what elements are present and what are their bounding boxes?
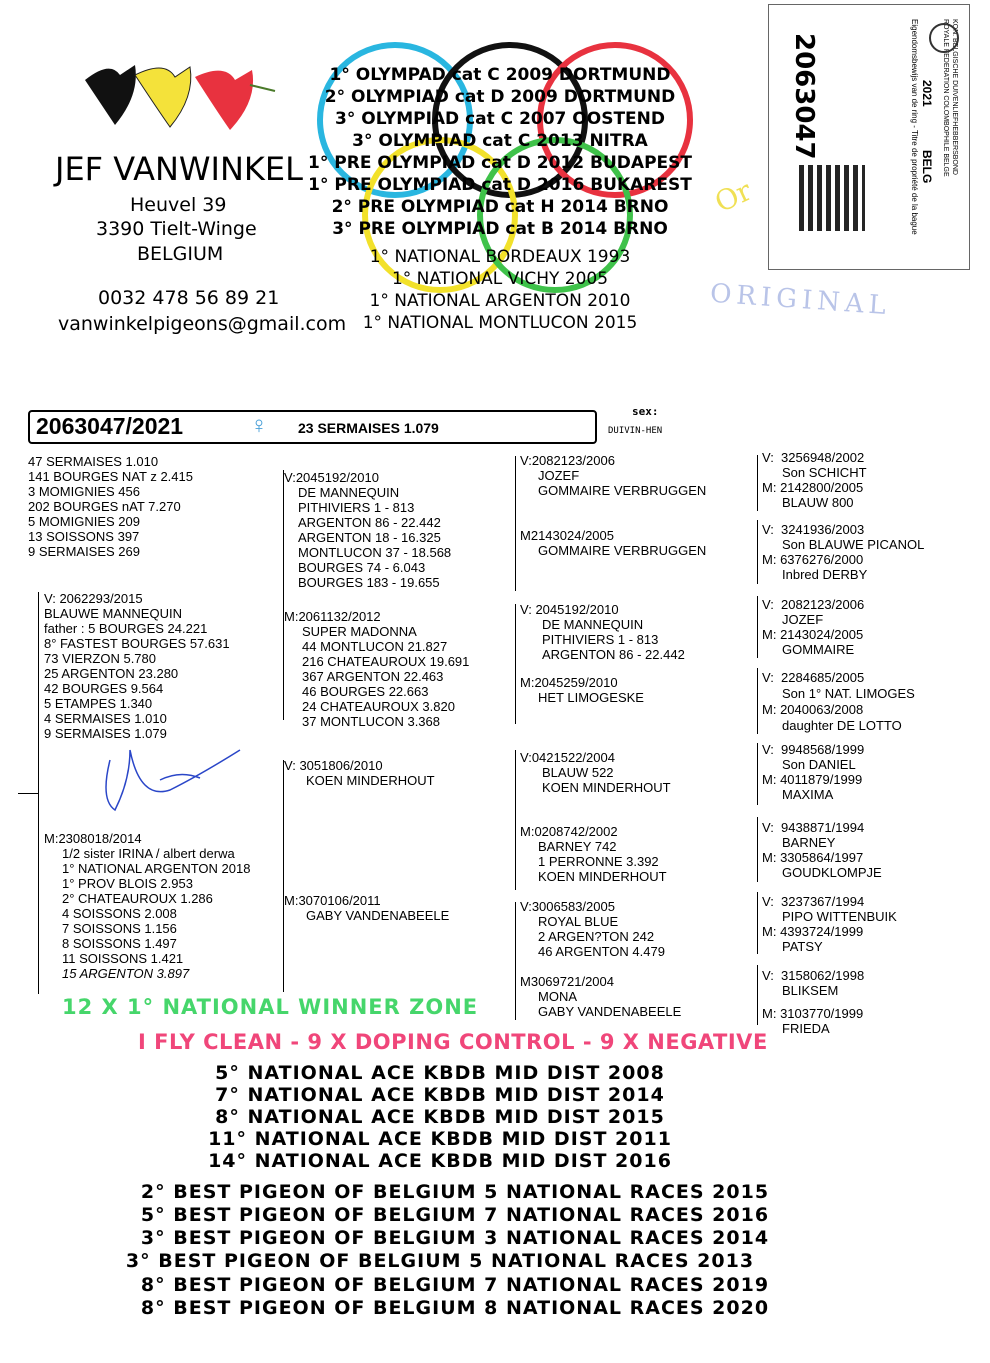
title-line: 3° OLYMPIAD cat C 2007 OOSTEND <box>335 109 665 129</box>
dam-ring: 2308018/2014 <box>58 831 142 846</box>
sire-line: 8° FASTEST BOURGES 57.631 <box>44 636 230 651</box>
ace-result: 5° NATIONAL ACE KBDB MID DIST 2008 <box>215 1062 665 1084</box>
best-pigeon-result: 8° BEST PIGEON OF BELGIUM 7 NATIONAL RACES 2019 <box>140 1274 770 1296</box>
bracket-gen4 <box>757 596 758 658</box>
dam-label: M: <box>44 831 59 846</box>
ggp-5: V:0421522/2004 BLAUW 522 KOEN MINDERHOUT <box>520 750 671 795</box>
title-line: 1° NATIONAL VICHY 2005 <box>391 269 609 289</box>
yellow-dove-icon <box>135 67 191 127</box>
gen4-pair-3: V: 2082123/2006 JOZEF M: 2143024/2005 GOMMAIRE <box>762 597 865 657</box>
sire-line: 42 BOURGES 9.564 <box>44 681 164 696</box>
federation-text: KON. BELGISCHE DUIVENLIEFHEBBERSBOND ROYALE FEDERATION COLOMBOPHILE BELGE <box>942 19 958 177</box>
bracket-gen3 <box>515 750 516 890</box>
dam-line: 2° CHATEAUROUX 1.286 <box>62 891 213 906</box>
sire-line: 9 SERMAISES 1.079 <box>44 726 167 741</box>
olive-branch-icon <box>250 85 275 91</box>
grandparent-4: M:3070106/2011 GABY VANDENABEELE <box>284 893 450 923</box>
ggp-3: V: 2045192/2010 DE MANNEQUIN PITHIVIERS 1 - 813 ARGENTON 86 - 22.442 <box>520 602 685 662</box>
title-line: 1° NATIONAL ARGENTON 2010 <box>369 291 631 311</box>
ring-country: BELG <box>920 150 934 184</box>
dam-line: 8 SOISSONS 1.497 <box>62 936 177 951</box>
ggp-4: M:2045259/2010 HET LIMOGESKE <box>520 675 644 705</box>
gen4-pair-1: V: 3256948/2002 Son SCHICHT M: 2142800/2005 BLAUW 800 <box>762 450 867 510</box>
best-pigeon-result: 8° BEST PIGEON OF BELGIUM 8 NATIONAL RACES 2020 <box>140 1297 770 1319</box>
gen4-pair-8: V: 3158062/1998 BLIKSEM M: 3103770/1999 FRIEDA <box>762 968 865 1036</box>
ggp-1: V:2082123/2006 JOZEF GOMMAIRE VERBRUGGEN <box>520 453 707 498</box>
bracket-tick <box>18 793 38 794</box>
ring-year: 2021 <box>920 80 934 107</box>
title-line: 1° OLYMPAD cat C 2009 DORTMUND <box>329 65 671 85</box>
breeder-street: Heuvel 39 <box>130 194 227 216</box>
sire-line: 25 ARGENTON 23.280 <box>44 666 179 681</box>
pigeon-results <box>28 454 193 559</box>
gen4-pair-2: V: 3241936/2003 Son BLAUWE PICANOL M: 6376276/2000 Inbred DERBY <box>762 522 925 582</box>
ggp-8: M3069721/2004 MONA GABY VANDENABEELE <box>520 974 682 1019</box>
sire-block <box>44 591 230 741</box>
bracket-gen4 <box>757 817 758 882</box>
bracket-gen4 <box>757 892 758 954</box>
grandparent-3: V: 3051806/2010 KOEN MINDERHOUT <box>284 758 435 788</box>
sire-line: BLAUWE MANNEQUIN <box>44 606 182 621</box>
bracket-gen4 <box>757 668 758 734</box>
ace-result: 7° NATIONAL ACE KBDB MID DIST 2014 <box>215 1084 665 1106</box>
grandparent-2: M:2061132/2012 SUPER MADONNA 44 MONTLUCON 21.827 216 CHATEAUROUX 19.691 367 ARGENTON 22.463 46 BOURGES 22.663 24 CHATEAUROUX 3.820 37 MONTLUCON 3.368 <box>284 609 470 729</box>
ring-caption: Eigendomsbewijs van de ring - Titre de propriété de la bague <box>910 19 919 235</box>
title-line: 1° PRE OLYMPIAD cat D 2016 BUKAREST <box>308 175 692 195</box>
bracket-gen4 <box>757 455 758 511</box>
signature <box>70 740 260 830</box>
ace-result: 8° NATIONAL ACE KBDB MID DIST 2015 <box>215 1106 665 1128</box>
bracket-gen4 <box>757 520 758 584</box>
result-line: 202 BOURGES nAT 7.270 <box>28 499 181 514</box>
sire-line: 5 ETAMPES 1.340 <box>44 696 153 711</box>
sire-line: 4 SERMAISES 1.010 <box>44 711 167 726</box>
gen4-pair-4: V: 2284685/2005 Son 1° NAT. LIMOGES M: 2040063/2008 daughter DE LOTTO <box>762 670 915 733</box>
dam-line: 7 SOISSONS 1.156 <box>62 921 177 936</box>
dam-line: 1° PROV BLOIS 2.953 <box>62 876 193 891</box>
result-line: 13 SOISSONS 397 <box>28 529 140 544</box>
title-line: 1° PRE OLYMPIAD cat D 2012 BUDAPEST <box>308 153 692 173</box>
dam-line: 15 ARGENTON 3.897 <box>62 966 190 981</box>
sire-ring: 2062293/2015 <box>59 591 143 606</box>
pigeon-ring: 2063047/2021 <box>36 413 184 439</box>
black-dove-icon <box>85 65 136 125</box>
breeder-email: vanwinkelpigeons@gmail.com <box>58 313 347 335</box>
sex-label: sex: <box>632 405 659 418</box>
bracket-gen3 <box>515 604 516 724</box>
grandparent-1: V:2045192/2010 DE MANNEQUIN PITHIVIERS 1 - 813 ARGENTON 86 - 22.442 ARGENTON 18 - 16.325 MONTLUCON 37 - 18.568 BOURGES 74 - 6.043 BOURGES 183 - 19.655 <box>284 470 452 590</box>
result-line: 9 SERMAISES 269 <box>28 544 140 559</box>
sex-value: DUIVIN-HEN <box>608 426 663 436</box>
breeder-city: 3390 Tielt-Winge <box>96 218 257 240</box>
title-line: 2° OLYMPIAD cat D 2009 DORTMUND <box>324 87 676 107</box>
qr-code <box>799 165 865 231</box>
fly-clean-slogan: I FLY CLEAN - 9 X DOPING CONTROL - 9 X NEGATIVE <box>138 1030 768 1054</box>
ace-result: 11° NATIONAL ACE KBDB MID DIST 2011 <box>208 1128 672 1150</box>
title-line: 1° NATIONAL MONTLUCON 2015 <box>362 313 638 333</box>
ggp-7: V:3006583/2005 ROYAL BLUE 2 ARGEN?TON 242 46 ARGENTON 4.479 <box>520 899 665 959</box>
dam-line: 1° NATIONAL ARGENTON 2018 <box>62 861 251 876</box>
winner-zone-slogan: 12 X 1° NATIONAL WINNER ZONE <box>62 995 479 1019</box>
dam-line: 1/2 sister IRINA / albert derwa <box>62 846 235 861</box>
result-line: 141 BOURGES NAT z 2.415 <box>28 469 193 484</box>
result-line: 47 SERMAISES 1.010 <box>28 454 159 469</box>
ggp-6: M:0208742/2002 BARNEY 742 1 PERRONNE 3.392 KOEN MINDERHOUT <box>520 824 667 884</box>
sire-line: 73 VIERZON 5.780 <box>44 651 156 666</box>
best-pigeon-result: 3° BEST PIGEON OF BELGIUM 5 NATIONAL RACES 2013 <box>125 1250 755 1272</box>
bracket-gen3 <box>515 902 516 1020</box>
dam-block <box>44 831 250 981</box>
title-line: 3° OLYMPIAD cat C 2013 NITRA <box>352 131 648 151</box>
breeder-phone: 0032 478 56 89 21 <box>98 287 280 309</box>
title-line: 1° NATIONAL BORDEAUX 1993 <box>369 247 631 267</box>
federation-logo-icon <box>929 23 959 53</box>
olympiad-titles <box>300 64 700 334</box>
bracket-gen1 <box>38 592 39 994</box>
gen4-pair-6: V: 9438871/1994 BARNEY M: 3305864/1997 GOUDKLOMPJE <box>762 820 882 880</box>
bracket-gen4 <box>757 965 758 1025</box>
breeder-country: BELGIUM <box>137 243 224 265</box>
result-line: 3 MOMIGNIES 456 <box>28 484 140 499</box>
bracket-gen2 <box>283 760 284 992</box>
sex-symbol-icon: ♀ <box>250 412 268 439</box>
sire-label: V: <box>44 591 56 606</box>
best-pigeon-result: 2° BEST PIGEON OF BELGIUM 5 NATIONAL RACES 2015 <box>140 1181 770 1203</box>
best-pigeon-result: 3° BEST PIGEON OF BELGIUM 3 NATIONAL RACES 2014 <box>140 1227 770 1249</box>
ring-card <box>768 4 970 270</box>
ring-number: 2063047 <box>789 33 819 160</box>
ace-result: 14° NATIONAL ACE KBDB MID DIST 2016 <box>208 1150 672 1172</box>
breeder-name: JEF VANWINKEL <box>55 150 303 188</box>
ggp-2: M2143024/2005 GOMMAIRE VERBRUGGEN <box>520 528 707 558</box>
result-line: 5 MOMIGNIES 209 <box>28 514 140 529</box>
bracket-gen3 <box>515 456 516 591</box>
dam-line: 4 SOISSONS 2.008 <box>62 906 177 921</box>
title-line: 3° PRE OLYMPIAD cat B 2014 BRNO <box>332 219 668 239</box>
title-line: 2° PRE OLYMPIAD cat H 2014 BRNO <box>331 197 669 217</box>
original-stamp: ORIGINAL <box>709 278 892 322</box>
best-pigeon-result: 5° BEST PIGEON OF BELGIUM 7 NATIONAL RACES 2016 <box>140 1204 770 1226</box>
stamp-fragment: Or <box>709 173 757 220</box>
gen4-pair-5: V: 9948568/1999 Son DANIEL M: 4011879/1999 MAXIMA <box>762 742 865 802</box>
doves-logo <box>80 55 290 135</box>
gen4-pair-7: V: 3237367/1994 PIPO WITTENBUIK M: 4393724/1999 PATSY <box>762 894 897 954</box>
bracket-gen4 <box>757 743 758 805</box>
dam-line: 11 SOISSONS 1.421 <box>62 951 184 966</box>
pigeon-top-result: 23 SERMAISES 1.079 <box>298 420 439 436</box>
sire-line: father : 5 BOURGES 24.221 <box>44 621 208 636</box>
red-dove-icon <box>195 70 253 130</box>
